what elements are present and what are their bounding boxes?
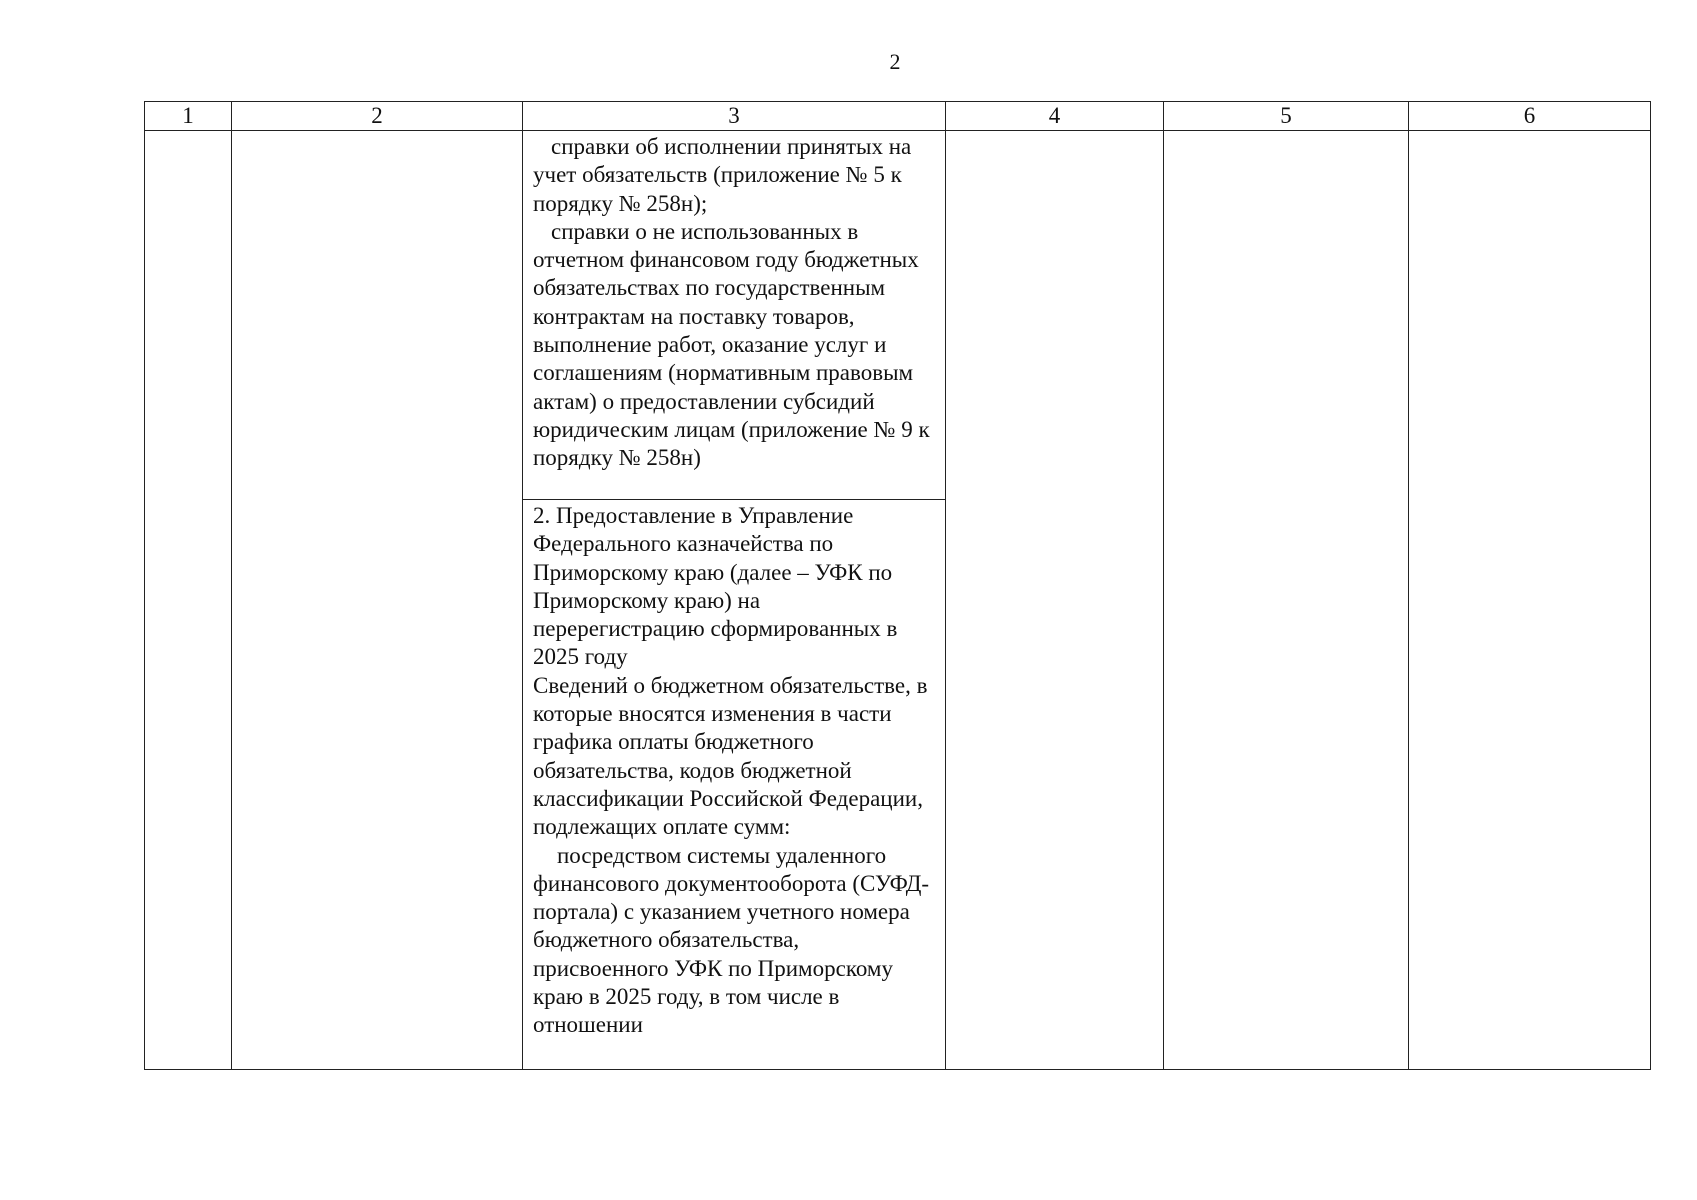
paragraph-sufd-portal: посредством системы удаленного финансового документооборота (СУФД-портала) с указанием учетного номера бюджетного обязательства, присвоенного УФК по Приморскому краю в 2025 году, в том числе в отношении bbox=[533, 842, 930, 1038]
column-header-5: 5 bbox=[1164, 102, 1409, 131]
table-cell-col4 bbox=[946, 131, 1164, 1070]
column-header-1: 1 bbox=[145, 102, 232, 131]
col3-section-reregistration bbox=[523, 500, 945, 1040]
paragraph-report-executed-obligations: справки об исполнении принятых на учет обязательств (приложение № 5 к порядку № 258н); bbox=[533, 134, 912, 216]
column-header-6: 6 bbox=[1409, 102, 1651, 131]
page-number: 2 bbox=[889, 49, 901, 74]
column-header-3: 3 bbox=[523, 102, 946, 131]
table-row bbox=[145, 131, 1651, 1070]
col3-section-reports bbox=[523, 131, 945, 500]
table-cell-col5 bbox=[1164, 131, 1409, 1070]
paragraph-item-2-heading: 2. Предоставление в Управление Федерального казначейства по Приморскому краю (далее – УФК по Приморскому краю) на перерегистрацию сформированных в 2025 году bbox=[533, 503, 898, 670]
table-cell-col1 bbox=[145, 131, 232, 1070]
table-header-row bbox=[145, 102, 1651, 131]
table-cell-col2 bbox=[232, 131, 523, 1070]
paragraph-report-unused-obligations: справки о не использованных в отчетном финансовом году бюджетных обязательствах по государственным контрактам на поставку товаров, выполнение работ, оказание услуг и соглашениям (нормативным правовым актам) о предоставлении субсидий юридическим лицам (приложение № 9 к порядку № 258н) bbox=[533, 218, 930, 471]
paragraph-budget-obligation-info: Сведений о бюджетном обязательстве, в которые вносятся изменения в части графика оплаты бюджетного обязательства, кодов бюджетной классификации Российской Федерации, подлежащих оплате сумм: bbox=[533, 672, 928, 840]
column-header-2: 2 bbox=[232, 102, 523, 131]
document-table bbox=[144, 101, 1651, 1070]
table-cell-col3 bbox=[523, 131, 946, 1070]
table-cell-col6 bbox=[1409, 131, 1651, 1070]
column-header-4: 4 bbox=[946, 102, 1164, 131]
